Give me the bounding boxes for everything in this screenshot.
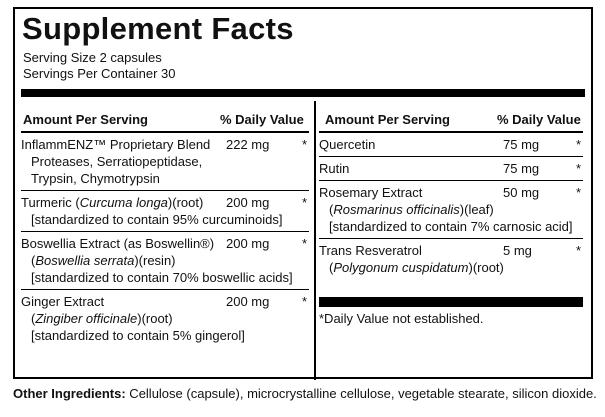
amount-header: Amount Per Serving <box>23 112 148 127</box>
left-header <box>21 109 309 133</box>
daily-value: * <box>301 236 307 251</box>
ingredient-row <box>21 290 309 347</box>
ingredient-row <box>319 239 583 279</box>
ingredient-name: Trans Resveratrol <box>319 243 422 258</box>
ingredient-source: (Zingiber officinale)(root) <box>31 311 173 326</box>
other-ingredients <box>13 386 597 401</box>
ingredient-name: Rosemary Extract <box>319 185 423 200</box>
ingredient-name: Quercetin <box>319 137 376 152</box>
right-header <box>319 109 583 133</box>
ingredient-amount: 75 mg <box>503 161 540 176</box>
amount-header: Amount Per Serving <box>325 112 450 127</box>
other-ingredients-text: Cellulose (capsule), microcrystalline cellulose, vegetable stearate, silicon dioxide. <box>125 386 597 401</box>
top-thick-rule <box>21 89 585 97</box>
ingredient-name: InflammENZ™ Proprietary Blend <box>21 137 211 152</box>
ingredient-amount: 200 mg <box>226 236 270 251</box>
ingredient-name: Ginger Extract <box>21 294 105 309</box>
ingredient-name: Turmeric (Curcuma longa)(root) <box>21 195 204 210</box>
panel-title: Supplement Facts <box>22 11 294 46</box>
ingredient-amount: 222 mg <box>226 137 270 152</box>
ingredient-amount: 200 mg <box>226 294 270 309</box>
column-divider <box>314 101 316 380</box>
daily-value: * <box>575 185 581 200</box>
ingredient-row <box>319 157 583 181</box>
other-ingredients-label: Other Ingredients: <box>13 386 126 401</box>
ingredient-row <box>319 181 583 239</box>
supplement-facts-panel <box>13 7 593 379</box>
bottom-thick-rule <box>319 297 583 307</box>
ingredient-row <box>21 232 309 290</box>
ingredient-source: (Polygonum cuspidatum)(root) <box>329 260 504 275</box>
daily-value: * <box>301 137 307 152</box>
dv-header: % Daily Value <box>497 112 581 127</box>
daily-value: * <box>575 161 581 176</box>
ingredient-detail: Trypsin, Chymotrypsin <box>31 171 160 186</box>
ingredient-detail: [standardized to contain 7% carnosic acid] <box>329 219 573 234</box>
ingredient-amount: 200 mg <box>226 195 270 210</box>
ingredient-detail: [standardized to contain 95% curcuminoids] <box>31 212 283 227</box>
ingredient-detail: [standardized to contain 70% boswellic acids] <box>31 270 293 285</box>
ingredient-amount: 5 mg <box>503 243 532 258</box>
ingredient-row <box>319 133 583 157</box>
daily-value-note: *Daily Value not established. <box>319 311 484 326</box>
daily-value: * <box>575 243 581 258</box>
ingredient-source: (Boswellia serrata)(resin) <box>31 253 176 268</box>
ingredient-name: Boswellia Extract (as Boswellin®) <box>21 236 215 251</box>
ingredient-row <box>21 133 309 191</box>
left-column <box>21 109 309 347</box>
ingredient-name: Rutin <box>319 161 350 176</box>
ingredient-detail: Proteases, Serratiopeptidase, <box>31 154 203 169</box>
ingredient-detail: [standardized to contain 5% gingerol] <box>31 328 245 343</box>
ingredient-amount: 75 mg <box>503 137 540 152</box>
ingredient-amount: 50 mg <box>503 185 540 200</box>
daily-value: * <box>575 137 581 152</box>
daily-value: * <box>301 195 307 210</box>
serving-size: Serving Size 2 capsules <box>23 50 162 65</box>
daily-value: * <box>301 294 307 309</box>
dv-header: % Daily Value <box>220 112 304 127</box>
right-column <box>319 109 583 326</box>
ingredient-row <box>21 191 309 232</box>
ingredient-source: (Rosmarinus officinalis)(leaf) <box>329 202 494 217</box>
servings-per-container: Servings Per Container 30 <box>23 66 176 81</box>
